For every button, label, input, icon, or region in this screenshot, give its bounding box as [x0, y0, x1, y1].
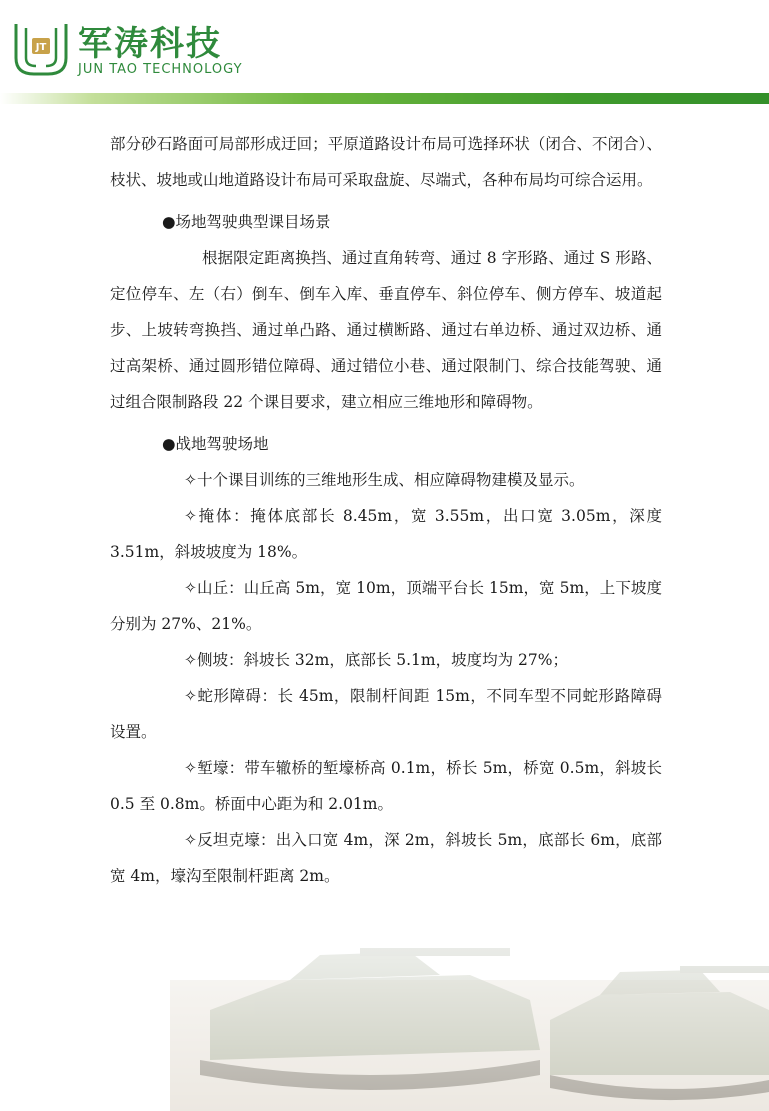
company-logo-icon: [10, 18, 72, 80]
list-item: ✧堑壕：带车辙桥的堑壕桥高 0.1m，桥长 5m，桥宽 0.5m，斜坡长 0.5 至 0.8m。桥面中心距为和 2.01m。: [110, 759, 662, 813]
logo-letters: JT: [35, 42, 47, 53]
list-item: ✧掩体：掩体底部长 8.45m，宽 3.55m，出口宽 3.05m，深度 3.51m，斜坡坡度为 18%。: [110, 507, 662, 561]
list-item: ✧蛇形障碍：长 45m，限制杆间距 15m，不同车型不同蛇形路障碍设置。: [110, 687, 662, 741]
header-divider: [0, 93, 769, 104]
section-heading-battlefield-driving: ●战地驾驶场地: [162, 435, 269, 453]
section-heading-field-driving: ●场地驾驶典型课目场景: [162, 213, 331, 231]
list-item: ✧反坦克壕：出入口宽 4m，深 2m，斜坡长 5m，底部长 6m，底部宽 4m，壕沟至限制杆距离 2m。: [110, 831, 662, 885]
page-header: [0, 0, 769, 110]
list-item: ✧十个课目训练的三维地形生成、相应障碍物建模及显示。: [184, 471, 585, 489]
brand-name-cn: 军涛科技: [78, 24, 222, 64]
list-item: ✧侧坡：斜坡长 32m，底部长 5.1m，坡度均为 27%；: [184, 651, 568, 669]
brand-name-en: JUN TAO TECHNOLOGY: [78, 62, 243, 77]
faded-tanks-background: [170, 860, 769, 1111]
document-body: [110, 126, 662, 894]
paragraph-course-list: 根据限定距离换挡、通过直角转弯、通过 8 字形路、通过 S 形路、定位停车、左（右）倒车、倒车入库、垂直停车、斜位停车、侧方停车、坡道起步、上坡转弯换挡、通过单凸路、通过横断路、通过右单边桥、通过双边桥、通过高架桥、通过圆形错位障碍、通过错位小巷、通过限制门、综合技能驾驶、通过组合限制路段 22 个课目要求，建立相应三维地形和障碍物。: [110, 249, 662, 411]
paragraph-intro: 部分砂石路面可局部形成迂回；平原道路设计布局可选择环状（闭合、不闭合）、枝状、坡地或山地道路设计布局可采取盘旋、尽端式，各种布局均可综合运用。: [110, 135, 662, 189]
list-item: ✧山丘：山丘高 5m，宽 10m，顶端平台长 15m，宽 5m，上下坡度分别为 27%、21%。: [110, 579, 662, 633]
